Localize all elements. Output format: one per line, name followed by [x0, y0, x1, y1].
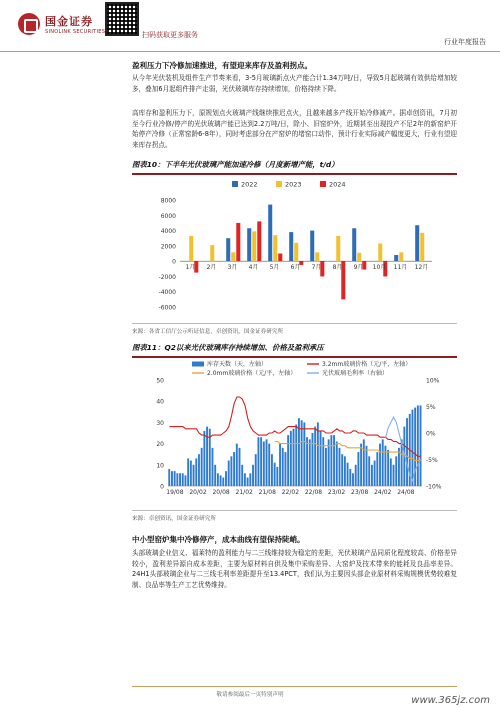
x-tick-label: 21/08	[258, 489, 276, 496]
y-tick-label: 4000	[160, 228, 176, 236]
inventory-bar	[287, 435, 289, 486]
inventory-bar	[230, 456, 232, 486]
left-tick-label: 0	[160, 483, 164, 491]
legend-label: 2023	[285, 180, 302, 189]
inventory-bar	[168, 469, 170, 486]
inventory-bar	[376, 452, 378, 486]
inventory-bar	[314, 427, 316, 486]
y-tick-label: 2000	[160, 243, 176, 251]
x-tick-label: 10月	[372, 264, 387, 272]
inventory-bar	[393, 465, 395, 486]
bar-2022-7月	[310, 231, 314, 262]
figure-11-title: 图表11：Q2以来光伏玻璃库存持续增加、价格及盈利承压	[132, 342, 457, 358]
inventory-bar	[417, 405, 419, 486]
bar-2023-6月	[294, 243, 298, 261]
figure-10-source: 来源：各省工信厅公示听证信息，卓创资讯，国金证券研究所	[132, 323, 457, 335]
inventory-bar	[366, 446, 368, 486]
y-tick-label: 0	[172, 258, 176, 266]
x-tick-label: 22/08	[304, 489, 323, 496]
inventory-bar	[195, 458, 197, 486]
bar-2023-7月	[315, 252, 319, 261]
inventory-bar	[239, 448, 241, 486]
inventory-bar	[225, 471, 227, 486]
x-tick-label: 4月	[248, 264, 259, 272]
chart2-x-labels	[166, 489, 414, 496]
right-tick-label: 5%	[426, 404, 436, 411]
left-tick-label: 10	[156, 462, 164, 470]
x-tick-label: 1月	[185, 264, 196, 272]
x-tick-label: 8月	[332, 264, 343, 272]
legend-label: 3.2mm玻璃价格（元/平，左轴）	[322, 361, 412, 368]
bar-2023-1月	[189, 236, 193, 261]
figure-11-source: 来源：卓创资讯，国金证券研究所	[132, 510, 457, 522]
inventory-bar	[228, 461, 230, 486]
legend-swatch-2022	[232, 181, 238, 187]
legend-swatch	[192, 362, 204, 367]
inventory-bar	[406, 418, 408, 486]
bar-2022-9月	[352, 228, 356, 261]
inventory-bar	[203, 431, 205, 486]
inventory-bar	[395, 456, 397, 486]
x-tick-label: 23/02	[327, 489, 346, 496]
inventory-bar	[347, 463, 349, 486]
paragraph-3: 头部玻璃企业信义、福莱特的盈利能力与二三线维持较为稳定的差距，光伏玻璃产品同质化程度较高、价格差异较小，盈利差异源自成本差距，主要为原材料自供及集中采购差异、大窑炉及技术带来的能耗及良品率差异。24H1头部玻璃企业与二三线毛利率差距提升至13.4PCT，我们认为主要因头部企业原材料采购规模优势较难复制、良品率等生产工艺优势维持。	[132, 549, 457, 589]
legend-label: 光伏玻璃毛利率（右轴）	[322, 370, 389, 377]
x-tick-label: 5月	[269, 264, 280, 272]
inventory-bar	[206, 427, 208, 486]
x-tick-label: 9月	[353, 264, 364, 272]
x-tick-label: 12月	[414, 264, 429, 272]
inventory-bar	[363, 439, 365, 486]
inventory-bar	[244, 473, 246, 486]
inventory-bar	[171, 471, 173, 486]
x-tick-label: 21/02	[235, 489, 253, 496]
bar-2024-4月	[257, 221, 261, 261]
bar-2023-4月	[252, 231, 256, 261]
inventory-bar	[260, 437, 262, 486]
chart1-x-labels	[186, 263, 429, 271]
figure-10-title: 图表10：下半年光伏玻璃产能加速冷修（月度新增产能，t/d）	[132, 159, 457, 175]
inventory-bar	[274, 463, 276, 486]
right-tick-label: 0%	[426, 430, 436, 438]
inventory-bar	[190, 461, 192, 486]
inventory-bar	[325, 448, 327, 486]
inventory-bar	[371, 465, 373, 486]
company-name-en: SINOLINK SECURITIES	[45, 29, 106, 35]
inventory-bar	[328, 439, 330, 486]
qr-code-icon[interactable]	[105, 2, 139, 36]
legend-label: 2022	[241, 180, 258, 189]
inventory-bar	[295, 425, 297, 486]
inventory-bar	[174, 471, 176, 486]
inventory-bar	[303, 422, 305, 486]
inventory-bar	[320, 431, 322, 486]
qr-caption: 扫码获取更多服务	[142, 31, 198, 39]
inventory-bar	[374, 461, 376, 486]
footer-divider	[132, 686, 457, 687]
x-tick-label: 11月	[393, 264, 408, 272]
bar-2023-10月	[378, 244, 382, 262]
left-tick-label: 50	[156, 377, 164, 385]
right-tick-label: -5%	[426, 457, 438, 464]
inventory-bar	[247, 478, 249, 486]
inventory-bar	[368, 456, 370, 486]
x-tick-label: 3月	[227, 264, 238, 272]
inventory-bar	[220, 475, 222, 486]
inventory-bar	[279, 444, 281, 486]
inventory-bar	[271, 454, 273, 486]
bar-2023-11月	[399, 252, 403, 261]
inventory-bar	[201, 448, 203, 486]
inventory-bar	[301, 420, 303, 486]
left-tick-label: 40	[156, 398, 164, 406]
x-tick-label: 24/02	[374, 489, 392, 496]
inventory-bar	[290, 431, 292, 486]
inventory-bar	[284, 452, 286, 486]
paragraph-2: 高库存和盈利压力下，原规划点火玻璃产线继续推迟点火，且越来越多产线开始冷修减产。据卓创资讯，7月初至今行业冷修/停产的光伏玻璃产能已达到2.2万吨/日，除小、旧窑炉外，近期甚至出现投产不足2年的新窑炉开始停产冷修（正常窑龄6-8年），同时考虑部分在产窑炉的堵窑口动作，预计行业实际减产幅度更大，行业有望迎来库存拐点。	[132, 109, 457, 149]
bar-2022-11月	[394, 255, 398, 261]
bar-2023-9月	[357, 253, 361, 261]
y-tick-label: -4000	[158, 289, 176, 297]
x-tick-label: 6月	[290, 264, 301, 272]
inventory-bar	[355, 465, 357, 486]
inventory-bar	[322, 437, 324, 486]
legend-label: 2.0mm玻璃价格（元/平，左轴）	[207, 370, 297, 377]
inventory-bar	[282, 448, 284, 486]
section-heading-2	[132, 534, 457, 545]
report-type: 行业年度报告	[444, 38, 486, 46]
inventory-bar	[257, 437, 259, 486]
chart2-legend	[192, 360, 411, 377]
x-tick-label: 7月	[311, 264, 322, 272]
right-tick-label: 10%	[426, 377, 440, 385]
inventory-bar	[387, 450, 389, 486]
left-tick-label: 20	[156, 441, 164, 449]
bar-2022-6月	[289, 232, 293, 261]
bar-2024-5月	[278, 254, 282, 262]
inventory-bar	[268, 444, 270, 486]
inventory-bar	[339, 448, 341, 486]
inventory-bar	[360, 444, 362, 486]
inventory-bar	[212, 448, 214, 486]
watermark: www.365jz.com	[411, 695, 490, 706]
inventory-bar	[312, 433, 314, 486]
section-heading-1	[132, 60, 457, 71]
inventory-bar	[263, 441, 265, 486]
chart1-legend	[232, 181, 346, 189]
right-tick-label: -10%	[426, 483, 442, 491]
inventory-bar	[390, 458, 392, 486]
bar-2022-12月	[415, 225, 419, 261]
section-heading-text-2: 中小型窑炉集中冷修停产，成本曲线有望保持陡峭。	[132, 535, 305, 544]
inventory-bar	[217, 473, 219, 486]
inventory-bar	[317, 422, 319, 486]
bar-2023-3月	[231, 252, 235, 261]
y-tick-label: 6000	[160, 212, 176, 220]
x-tick-label: 20/02	[189, 489, 207, 496]
inventory-bar	[306, 437, 308, 486]
inventory-bar	[249, 473, 251, 486]
bar-2022-4月	[247, 228, 251, 261]
footer-disclaimer: 敬请参阅最后一页特别声明	[216, 692, 284, 698]
bar-2023-5月	[273, 235, 277, 261]
inventory-bar	[236, 444, 238, 486]
legend-label: 库存天数（天，左轴）	[207, 361, 268, 368]
inventory-bar	[233, 452, 235, 486]
inventory-bar	[398, 448, 400, 486]
inventory-bar	[349, 469, 351, 486]
inventory-bar	[293, 429, 295, 486]
inventory-bar	[187, 458, 189, 486]
inventory-bar	[357, 452, 359, 486]
section-heading-text: 盈利压力下冷修加速推进，有望迎来库存及盈利拐点。	[132, 61, 312, 70]
company-name-cn: 国金证券	[45, 15, 93, 28]
legend-swatch-2023	[276, 181, 282, 187]
bar-2022-3月	[226, 238, 230, 261]
inventory-bar	[252, 465, 254, 486]
logo-mark-icon	[18, 13, 40, 35]
inventory-bar	[198, 454, 200, 486]
x-tick-label: 23/08	[351, 489, 369, 496]
inventory-bar	[193, 465, 195, 486]
inventory-bar	[341, 454, 343, 486]
inventory-bar	[379, 444, 381, 486]
inventory-bar	[266, 439, 268, 486]
x-tick-label: 24/08	[397, 489, 415, 496]
page-header	[0, 0, 500, 52]
inventory-bar	[222, 478, 224, 486]
x-tick-label: 2月	[206, 264, 217, 272]
left-tick-label: 30	[156, 419, 164, 427]
inventory-bar	[352, 473, 354, 486]
y-tick-label: -6000	[158, 304, 176, 312]
inventory-bar	[330, 435, 332, 486]
bar-2024-3月	[236, 223, 240, 261]
inventory-bar	[420, 405, 422, 486]
figure-11-chart	[132, 358, 457, 503]
inventory-bar	[309, 439, 311, 486]
inventory-bar	[241, 465, 243, 486]
inventory-bar	[276, 467, 278, 486]
bar-2023-12月	[420, 233, 424, 261]
inventory-bar	[333, 435, 335, 486]
chart2-bars	[168, 405, 421, 486]
legend-swatch-2024	[320, 181, 326, 187]
inventory-bar	[255, 454, 257, 486]
inventory-bar	[344, 456, 346, 486]
inventory-bar	[182, 473, 184, 486]
paragraph-1: 从今年光伏装机及组件生产节奏来看，3-5月玻璃新点火产能合计1.34万吨/日，导致5月起玻璃有效供给增加较多，叠加6月起组件排产走弱，光伏玻璃库存持续增加，价格持续下降。	[132, 74, 457, 93]
inventory-bar	[179, 473, 181, 486]
inventory-bar	[214, 465, 216, 486]
x-tick-label: 22/02	[281, 489, 300, 496]
y-tick-label: -2000	[158, 273, 176, 281]
inventory-bar	[382, 439, 384, 486]
inventory-bar	[176, 473, 178, 486]
figure-10-chart	[132, 175, 457, 315]
inventory-bar	[185, 475, 187, 486]
company-logo	[18, 13, 105, 35]
bar-2022-5月	[268, 205, 272, 262]
x-tick-label: 20/08	[212, 489, 230, 496]
legend-label: 2024	[329, 180, 346, 189]
chart1-bars	[189, 205, 424, 300]
inventory-bar	[411, 410, 413, 486]
inventory-bar	[336, 441, 338, 486]
x-tick-label: 19/08	[166, 489, 184, 496]
y-tick-label: 8000	[160, 197, 176, 205]
bar-2023-8月	[336, 236, 340, 261]
bar-2023-2月	[210, 245, 214, 261]
